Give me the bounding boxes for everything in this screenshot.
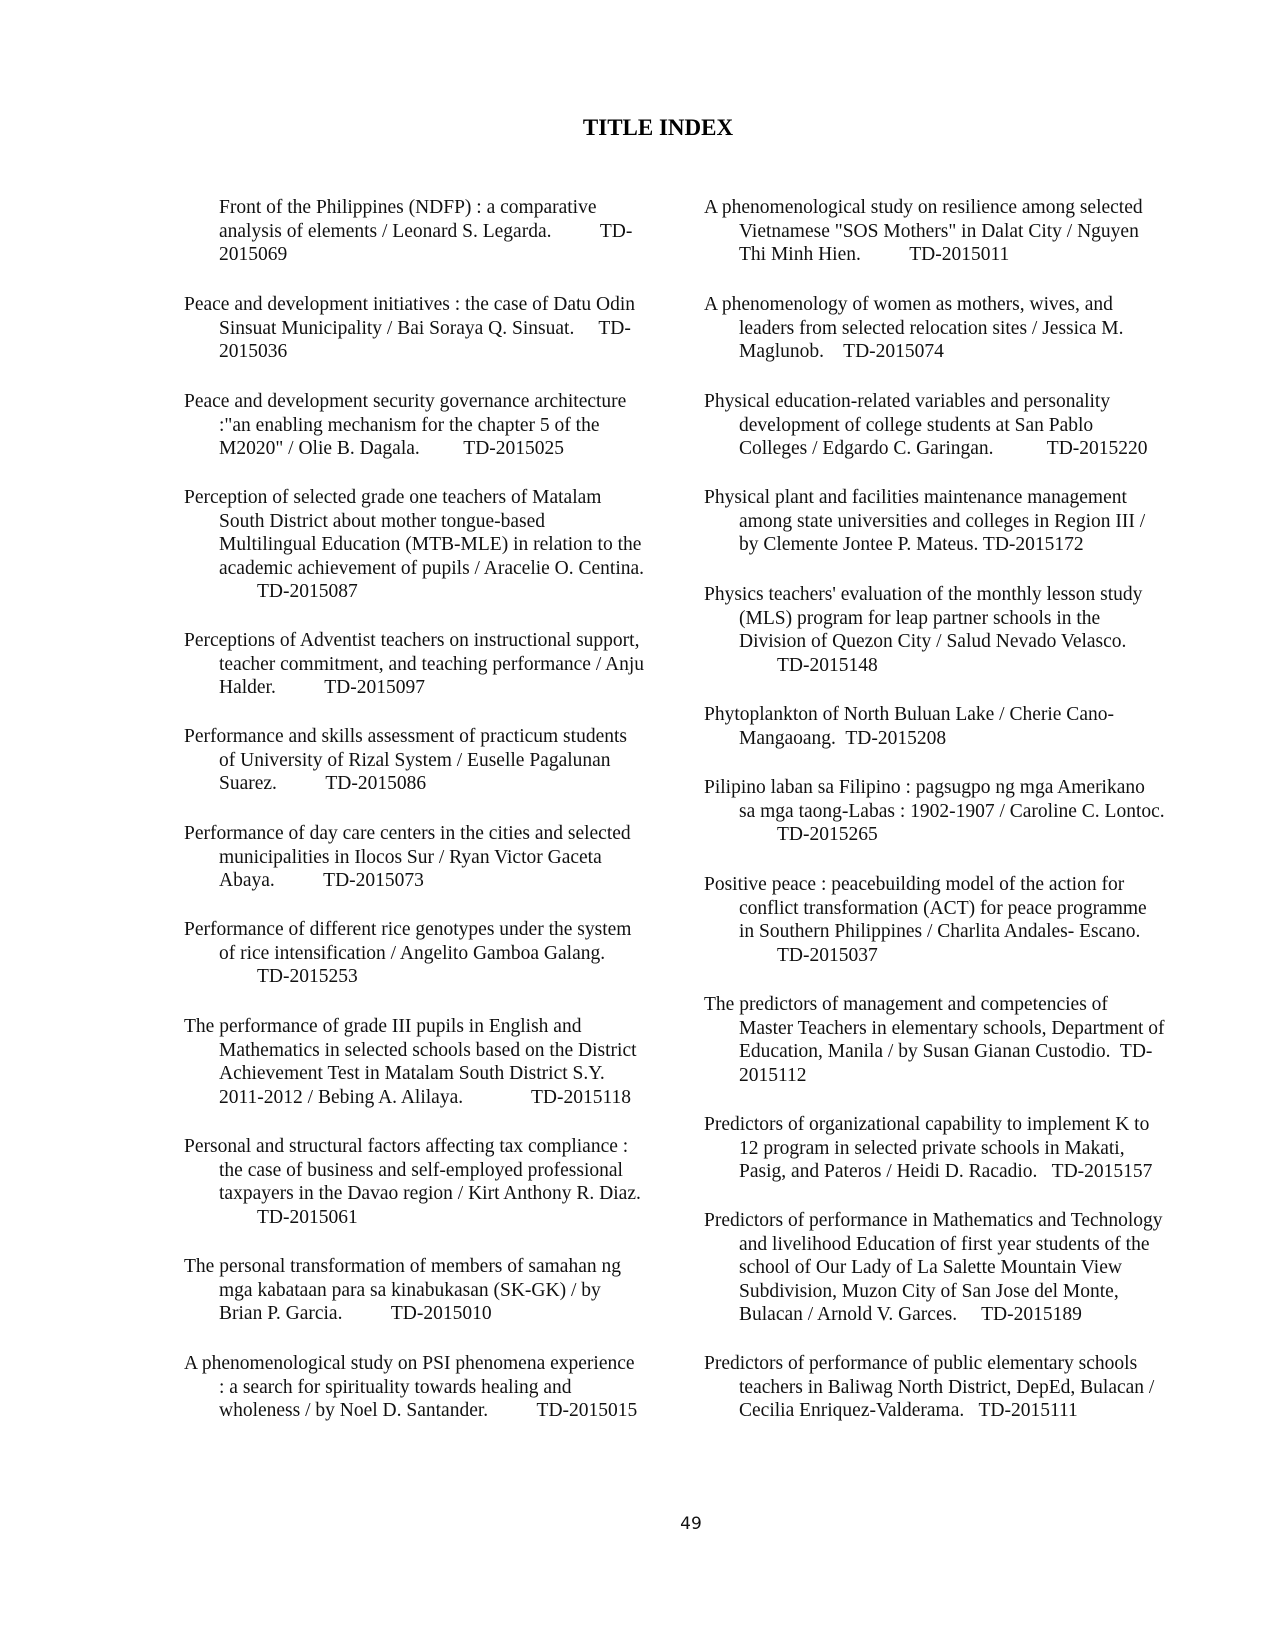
entry-line: Multilingual Education (MTB-MLE) in relation to the xyxy=(219,534,642,555)
index-entry xyxy=(704,703,1114,750)
entry-line: Mangaoang. TD-2015208 xyxy=(739,727,947,749)
entry-line: TD-2015061 xyxy=(257,1206,358,1228)
index-entry xyxy=(184,822,631,893)
entry-line: 2015112 xyxy=(739,1064,807,1086)
entry-line: Personal and structural factors affecting tax compliance : xyxy=(184,1136,629,1157)
entry-line: Physical plant and facilities maintenance management xyxy=(704,487,1127,508)
index-entry xyxy=(704,293,1123,364)
entry-line: Front of the Philippines (NDFP) : a comparative xyxy=(219,197,597,218)
entry-line: Perceptions of Adventist teachers on instructional support, xyxy=(184,630,640,651)
entry-line: mga kabataan para sa kinabukasan (SK-GK) / by xyxy=(219,1279,601,1301)
entry-line: South District about mother tongue-based xyxy=(219,510,546,532)
page-number: 49 xyxy=(680,1514,702,1534)
entry-line: A phenomenological study on PSI phenomena experience xyxy=(184,1353,635,1374)
entry-line: sa mga taong-Labas : 1902-1907 / Caroline C. Lontoc. xyxy=(739,800,1165,822)
entry-line: Subdivision, Muzon City of San Jose del Monte, xyxy=(739,1280,1119,1302)
index-entry xyxy=(184,390,626,461)
entry-line: Sinsuat Municipality / Bai Soraya Q. Sinsuat. TD- xyxy=(219,317,631,339)
index-entry xyxy=(184,1015,637,1109)
entry-line: Colleges / Edgardo C. Garingan. TD-2015220 xyxy=(739,438,1148,459)
entry-line: Maglunob. TD-2015074 xyxy=(739,341,944,362)
entry-line: wholeness / by Noel D. Santander. TD-2015015 xyxy=(219,1400,638,1421)
index-entry xyxy=(184,293,635,364)
index-entry xyxy=(184,486,644,604)
entry-line: Phytoplankton of North Buluan Lake / Cherie Cano- xyxy=(704,704,1114,725)
entry-line: 2015069 xyxy=(219,244,288,265)
entry-line: Mathematics in selected schools based on the District xyxy=(219,1039,637,1061)
entry-line: Bulacan / Arnold V. Garces. TD-2015189 xyxy=(739,1304,1082,1325)
entry-line: of University of Rizal System / Euselle Pagalunan xyxy=(219,749,611,771)
entry-line: Peace and development initiatives : the case of Datu Odin xyxy=(184,294,636,315)
entry-line: TD-2015253 xyxy=(257,966,358,987)
entry-line: and livelihood Education of first year students of the xyxy=(739,1233,1150,1255)
entry-line: TD-2015265 xyxy=(777,824,878,845)
entry-line: Physics teachers' evaluation of the monthly lesson study xyxy=(704,584,1143,605)
entry-line: A phenomenology of women as mothers, wives, and xyxy=(704,294,1113,315)
entry-line: Predictors of performance in Mathematics and Technology xyxy=(704,1210,1163,1231)
entry-line: 12 program in selected private schools in Makati, xyxy=(739,1137,1125,1159)
entry-line: Physical education-related variables and personality xyxy=(704,391,1111,412)
entry-line: teachers in Baliwag North District, DepEd, Bulacan / xyxy=(739,1376,1155,1398)
entry-line: academic achievement of pupils / Aracelie O. Centina. xyxy=(219,557,645,579)
index-entry xyxy=(704,1209,1163,1327)
index-entry xyxy=(184,1135,641,1229)
entry-line: TD-2015037 xyxy=(777,944,878,966)
entry-line: Predictors of organizational capability to implement K to xyxy=(704,1114,1150,1135)
entry-line: 2011-2012 / Bebing A. Alilaya. TD-2015118 xyxy=(219,1086,632,1108)
index-entry xyxy=(184,725,627,796)
entry-line: Master Teachers in elementary schools, Department of xyxy=(739,1017,1165,1039)
index-entry xyxy=(704,993,1165,1087)
entry-line: Perception of selected grade one teachers of Matalam xyxy=(184,487,602,508)
entry-line: Cecilia Enriquez-Valderama. TD-2015111 xyxy=(739,1400,1078,1421)
index-entry xyxy=(184,1352,637,1423)
entry-line: development of college students at San Pablo xyxy=(739,414,1094,436)
entry-line: Thi Minh Hien. TD-2015011 xyxy=(739,244,1010,265)
entry-line: The predictors of management and competencies of xyxy=(704,994,1108,1015)
index-entry xyxy=(704,1113,1152,1184)
entry-line: conflict transformation (ACT) for peace programme xyxy=(739,897,1147,919)
index-entry xyxy=(184,629,644,700)
index-entry xyxy=(184,1255,621,1326)
entry-line: Predictors of performance of public elementary schools xyxy=(704,1353,1138,1374)
entry-line: TD-2015148 xyxy=(777,654,878,676)
index-entry xyxy=(704,196,1143,267)
entry-line: of rice intensification / Angelito Gamboa Galang. xyxy=(219,942,606,964)
entry-line: Pasig, and Pateros / Heidi D. Racadio. TD-2015157 xyxy=(739,1161,1153,1182)
entry-line: in Southern Philippines / Charlita Andales- Escano. xyxy=(739,921,1141,942)
entry-line: Brian P. Garcia. TD-2015010 xyxy=(219,1303,492,1324)
entry-line: the case of business and self-employed professional xyxy=(219,1159,623,1181)
entry-line: Pilipino laban sa Filipino : pagsugpo ng mga Amerikano xyxy=(704,777,1145,798)
entry-line: Education, Manila / by Susan Gianan Custodio. TD- xyxy=(739,1041,1153,1062)
entry-line: municipalities in Ilocos Sur / Ryan Victor Gaceta xyxy=(219,846,602,868)
entry-line: A phenomenological study on resilience among selected xyxy=(704,197,1143,218)
entry-line: school of Our Lady of La Salette Mountain View xyxy=(739,1257,1122,1278)
entry-line: Suarez. TD-2015086 xyxy=(219,773,427,794)
index-entry xyxy=(704,873,1147,967)
entry-line: :"an enabling mechanism for the chapter 5 of the xyxy=(219,414,600,436)
index-entry xyxy=(704,583,1142,677)
page-title: TITLE INDEX xyxy=(582,115,734,140)
entry-line: TD-2015087 xyxy=(257,581,358,602)
index-entry xyxy=(184,196,632,267)
entry-line: analysis of elements / Leonard S. Legarda. TD- xyxy=(219,220,633,242)
entry-line: Positive peace : peacebuilding model of the action for xyxy=(704,874,1125,895)
index-entry xyxy=(704,1352,1154,1423)
entry-line: Achievement Test in Matalam South District S.Y. xyxy=(219,1063,605,1084)
entry-line: Performance of different rice genotypes under the system xyxy=(184,919,632,940)
entry-line: Performance of day care centers in the cities and selected xyxy=(184,823,631,844)
index-entry xyxy=(704,486,1145,557)
entry-line: Vietnamese "SOS Mothers" in Dalat City / Nguyen xyxy=(739,220,1139,242)
entry-line: leaders from selected relocation sites / Jessica M. xyxy=(739,317,1124,339)
entry-line: by Clemente Jontee P. Mateus. TD-2015172 xyxy=(739,534,1084,555)
entry-line: Division of Quezon City / Salud Nevado Velasco. xyxy=(739,631,1127,652)
entry-line: 2015036 xyxy=(219,341,288,362)
index-entry xyxy=(704,776,1165,847)
entry-line: Performance and skills assessment of practicum students xyxy=(184,726,627,747)
entry-line: : a search for spirituality towards healing and xyxy=(219,1376,572,1398)
entry-line: teacher commitment, and teaching performance / Anju xyxy=(219,653,645,675)
entry-line: among state universities and colleges in Region III / xyxy=(739,510,1146,532)
entry-line: Halder. TD-2015097 xyxy=(219,677,425,698)
entry-line: Abaya. TD-2015073 xyxy=(219,870,424,891)
index-entry xyxy=(184,918,631,989)
entry-line: taxpayers in the Davao region / Kirt Anthony R. Diaz. xyxy=(219,1183,641,1204)
index-entry xyxy=(704,390,1148,461)
entry-line: (MLS) program for leap partner schools in the xyxy=(739,607,1101,629)
entry-line: M2020" / Olie B. Dagala. TD-2015025 xyxy=(219,438,565,459)
entry-line: The personal transformation of members of samahan ng xyxy=(184,1256,621,1277)
entry-line: The performance of grade III pupils in English and xyxy=(184,1016,582,1037)
entry-line: Peace and development security governance architecture xyxy=(184,391,627,412)
